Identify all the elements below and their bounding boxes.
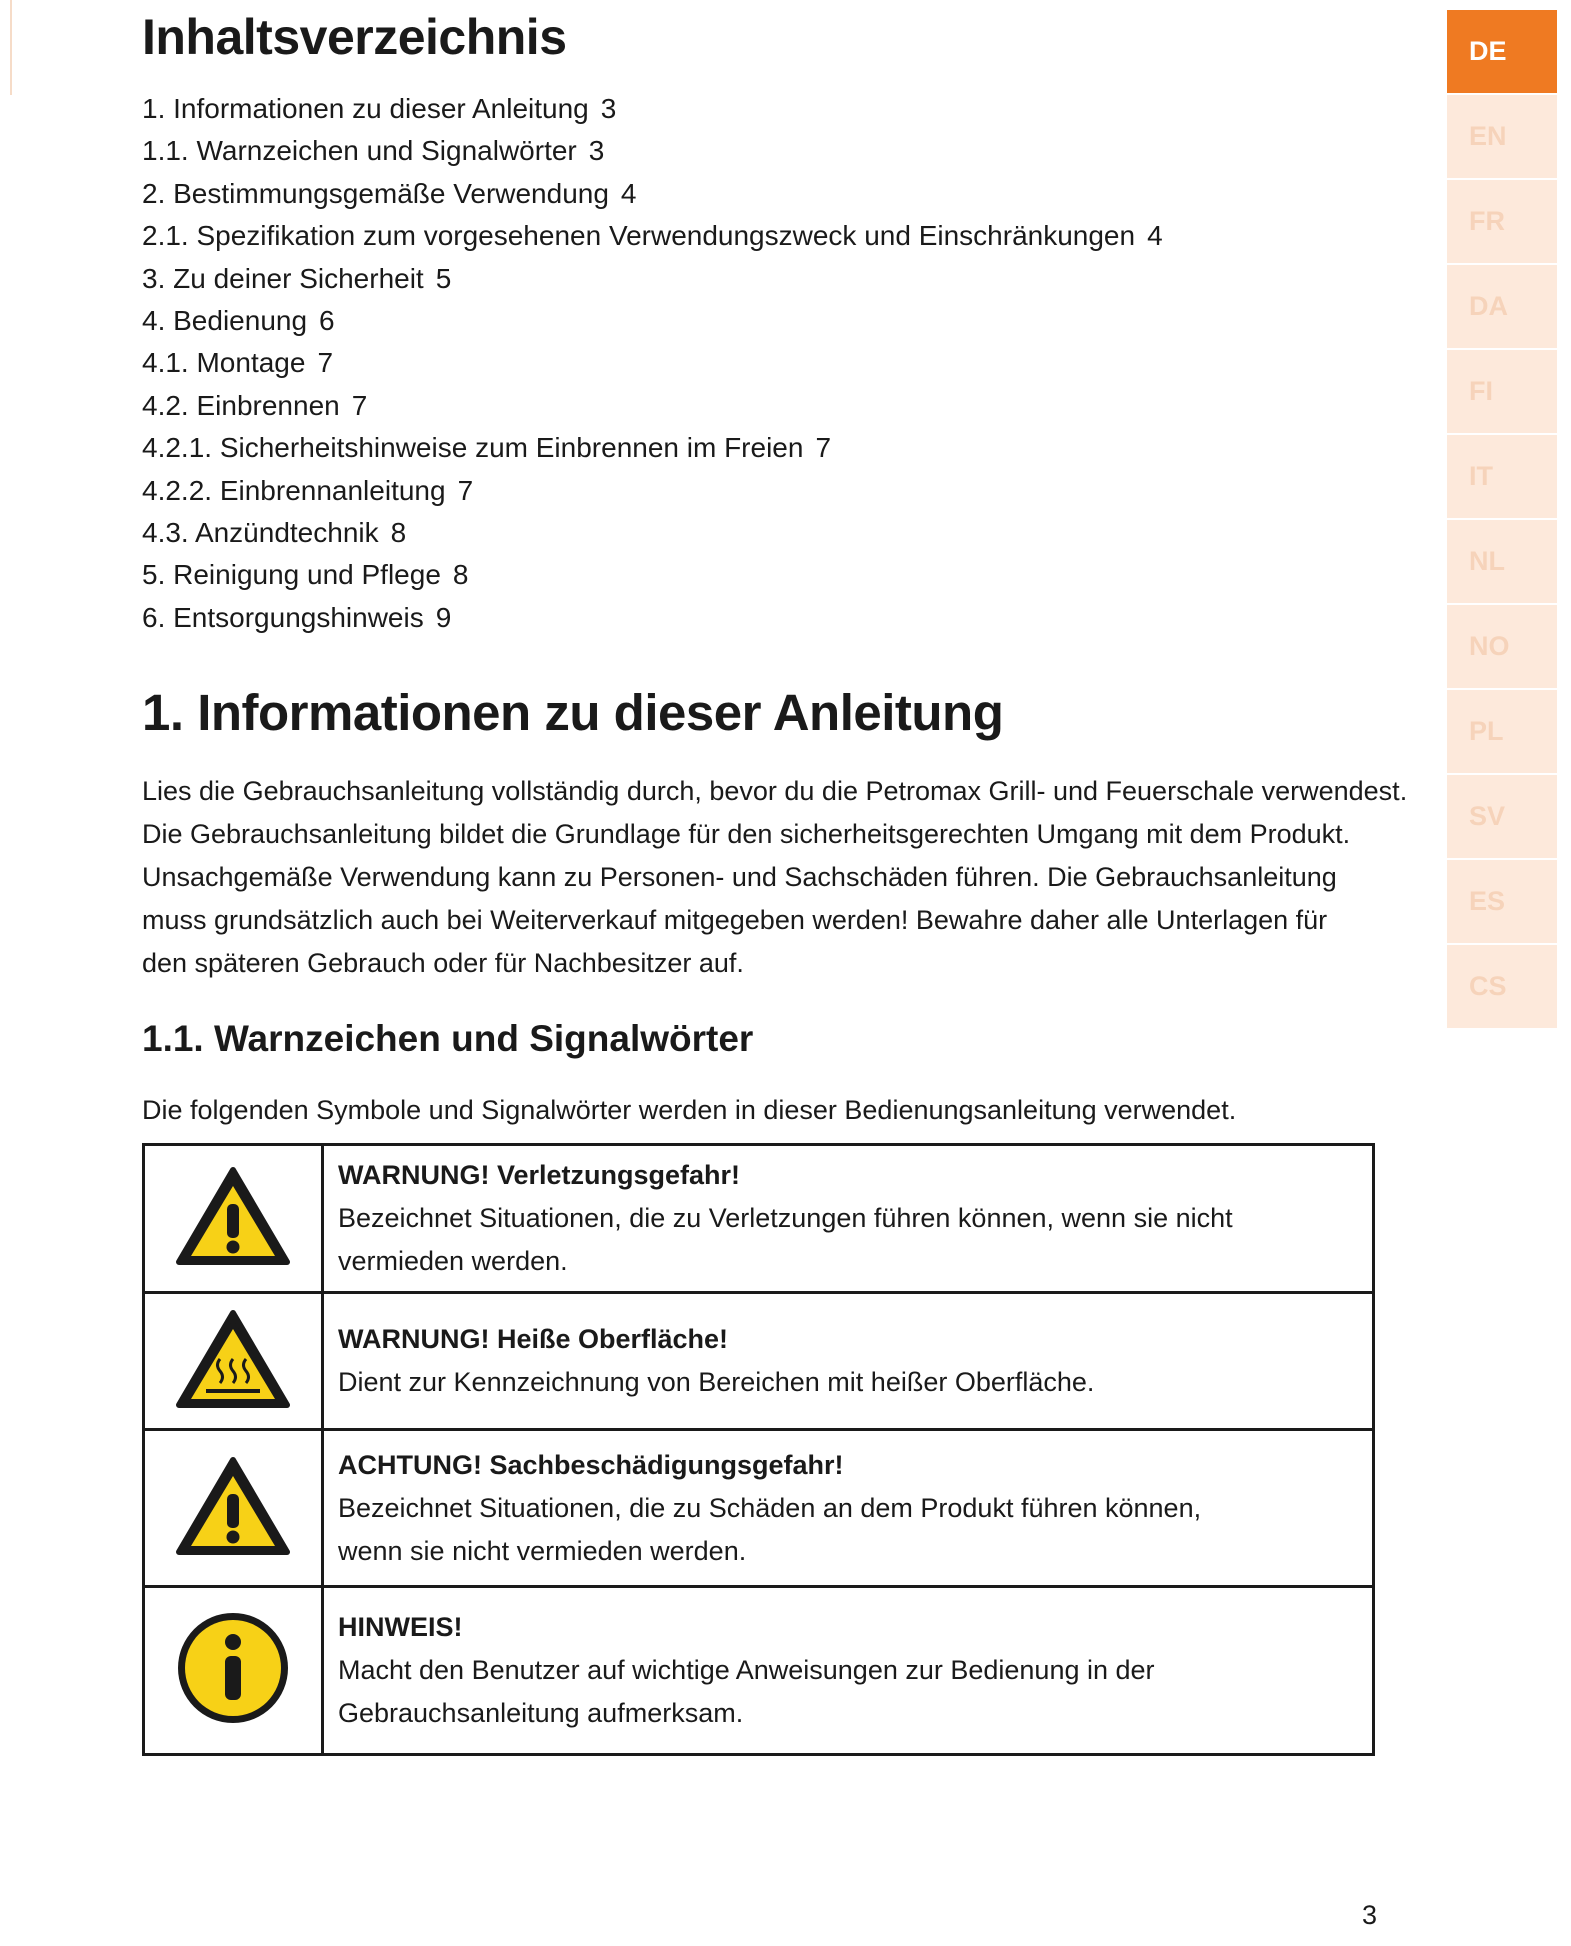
toc-item[interactable] [142,385,1163,427]
icon-cell [144,1145,323,1293]
toc-item[interactable] [142,215,1163,257]
signal-words-table [142,1143,1375,1756]
toc-item[interactable] [142,342,1163,384]
subsection-heading: 1.1. Warnzeichen und Signalwörter [142,1018,754,1059]
toc-item[interactable] [142,427,1163,469]
toc-item[interactable] [142,512,1163,554]
signal-word-title: WARNUNG! Heiße Oberfläche! [338,1324,729,1354]
toc-item[interactable] [142,300,1163,342]
toc-item-label: 4.2. Einbrennen [142,389,340,421]
warning-triangle-icon [174,1454,292,1558]
section-heading: 1. Informationen zu dieser Anleitung [142,684,1004,741]
toc-item-page: 6 [319,304,335,336]
toc-item[interactable] [142,173,1163,215]
toc-item-label: 3. Zu deiner Sicherheit [142,262,424,294]
table-row [144,1587,1374,1755]
lang-tab-en[interactable]: EN [1447,95,1557,178]
toc-title: Inhaltsverzeichnis [142,9,567,65]
hot-surface-icon [174,1307,292,1411]
icon-cell [144,1430,323,1587]
paragraph-line: Die Gebrauchsanleitung bildet die Grundlage für den sicherheitsgerechten Umgang mit dem Produkt. [142,819,1351,849]
description-line: Dient zur Kennzeichnung von Bereichen mit heißer Oberfläche. [338,1367,1095,1397]
description-line: Bezeichnet Situationen, die zu Schäden an dem Produkt führen können, [338,1492,1202,1523]
paragraph-line: muss grundsätzlich auch bei Weiterverkauf mitgegeben werden! Bewahre daher alle Unterlagen für [142,905,1328,935]
warning-triangle-icon [174,1164,292,1268]
lang-tab-es[interactable]: ES [1447,860,1557,943]
toc-item-page: 7 [815,432,832,464]
table-row [144,1430,1374,1587]
text-cell [323,1293,1374,1430]
toc-item-page: 5 [435,262,452,294]
toc-item-label: 4. Bedienung [142,304,308,336]
lang-tab-fr[interactable]: FR [1447,180,1557,263]
table-row [144,1293,1374,1430]
toc-item-page: 9 [435,601,452,633]
toc-item-page: 4 [1147,220,1163,252]
signal-word-title: HINWEIS! [338,1612,463,1642]
text-cell [323,1587,1374,1755]
table-row [144,1145,1374,1293]
toc-item[interactable] [142,258,1163,300]
page-number: 3 [1362,1900,1378,1930]
description-line: Bezeichnet Situationen, die zu Verletzungen führen können, wenn sie nicht [338,1203,1233,1233]
info-circle-icon [174,1609,292,1727]
toc-item-label: 1. Informationen zu dieser Anleitung [142,93,589,124]
toc-item-page: 8 [390,516,407,548]
signal-word-title: ACHTUNG! Sachbeschädigungsgefahr! [338,1449,844,1480]
lang-tab-de[interactable]: DE [1447,10,1557,93]
lang-tab-nl[interactable]: NL [1447,520,1557,603]
lang-tab-it[interactable]: IT [1447,435,1557,518]
lang-tab-cs[interactable]: CS [1447,945,1557,1028]
icon-cell [144,1293,323,1430]
toc-item-label: 4.2.1. Sicherheitshinweise zum Einbrennen im Freien [142,432,804,464]
signal-word-title: WARNUNG! Verletzungsgefahr! [338,1160,741,1190]
lang-tab-sv[interactable]: SV [1447,775,1557,858]
lang-tab-no[interactable]: NO [1447,605,1557,688]
lang-tab-da[interactable]: DA [1447,265,1557,348]
toc-item[interactable] [142,470,1163,512]
toc-item-label: 5. Reinigung und Pflege [142,559,441,591]
toc-item-label: 4.1. Montage [142,347,306,379]
signal-word-description [338,1649,1358,1735]
toc-item-page: 7 [457,474,474,506]
text-cell [323,1145,1374,1293]
toc-item-page: 4 [620,177,637,209]
signal-word-description [338,1197,1358,1283]
text-cell [323,1430,1374,1587]
description-line: Gebrauchsanleitung aufmerksam. [338,1698,744,1728]
toc-item[interactable] [142,88,1163,130]
toc-item-page: 7 [351,389,368,421]
lang-tab-fi[interactable]: FI [1447,350,1557,433]
lang-tab-pl[interactable]: PL [1447,690,1557,773]
toc-item-label: 4.3. Anzündtechnik [142,516,379,548]
toc-item-page: 3 [600,93,617,124]
toc-item-page: 8 [452,559,469,591]
description-line: Macht den Benutzer auf wichtige Anweisungen zur Bedienung in der [338,1655,1155,1685]
description-line: wenn sie nicht vermieden werden. [338,1535,747,1566]
signal-word-description [338,1361,1358,1404]
toc-item-page: 7 [317,347,334,379]
paragraph-line: Lies die Gebrauchsanleitung vollständig durch, bevor du die Petromax Grill- und Feuerschale verwendest. [142,776,1408,806]
signal-word-description [338,1487,1358,1573]
page-edge-line [10,0,12,95]
description-line: vermieden werden. [338,1246,568,1276]
toc-item-label: 2.1. Spezifikation zum vorgesehenen Verwendungszweck und Einschränkungen [142,220,1136,252]
toc-item-label: 1.1. Warnzeichen und Signalwörter [142,135,577,167]
paragraph-line: Unsachgemäße Verwendung kann zu Personen- und Sachschäden führen. Die Gebrauchsanleitung [142,862,1337,892]
icon-cell [144,1587,323,1755]
language-tabs [1447,10,1557,1030]
toc-list [142,88,1163,639]
toc-item[interactable] [142,554,1163,596]
section-paragraph [142,770,1408,985]
paragraph-line: den späteren Gebrauch oder für Nachbesitzer auf. [142,948,744,978]
toc-item-page: 3 [588,135,605,167]
toc-item[interactable] [142,130,1163,172]
toc-item-label: 4.2.2. Einbrennanleitung [142,474,446,506]
symbols-intro: Die folgenden Symbole und Signalwörter werden in dieser Bedienungsanleitung verwendet. [142,1095,1237,1125]
toc-item-label: 6. Entsorgungshinweis [142,601,424,633]
toc-item[interactable] [142,597,1163,639]
toc-item-label: 2. Bestimmungsgemäße Verwendung [142,177,609,209]
